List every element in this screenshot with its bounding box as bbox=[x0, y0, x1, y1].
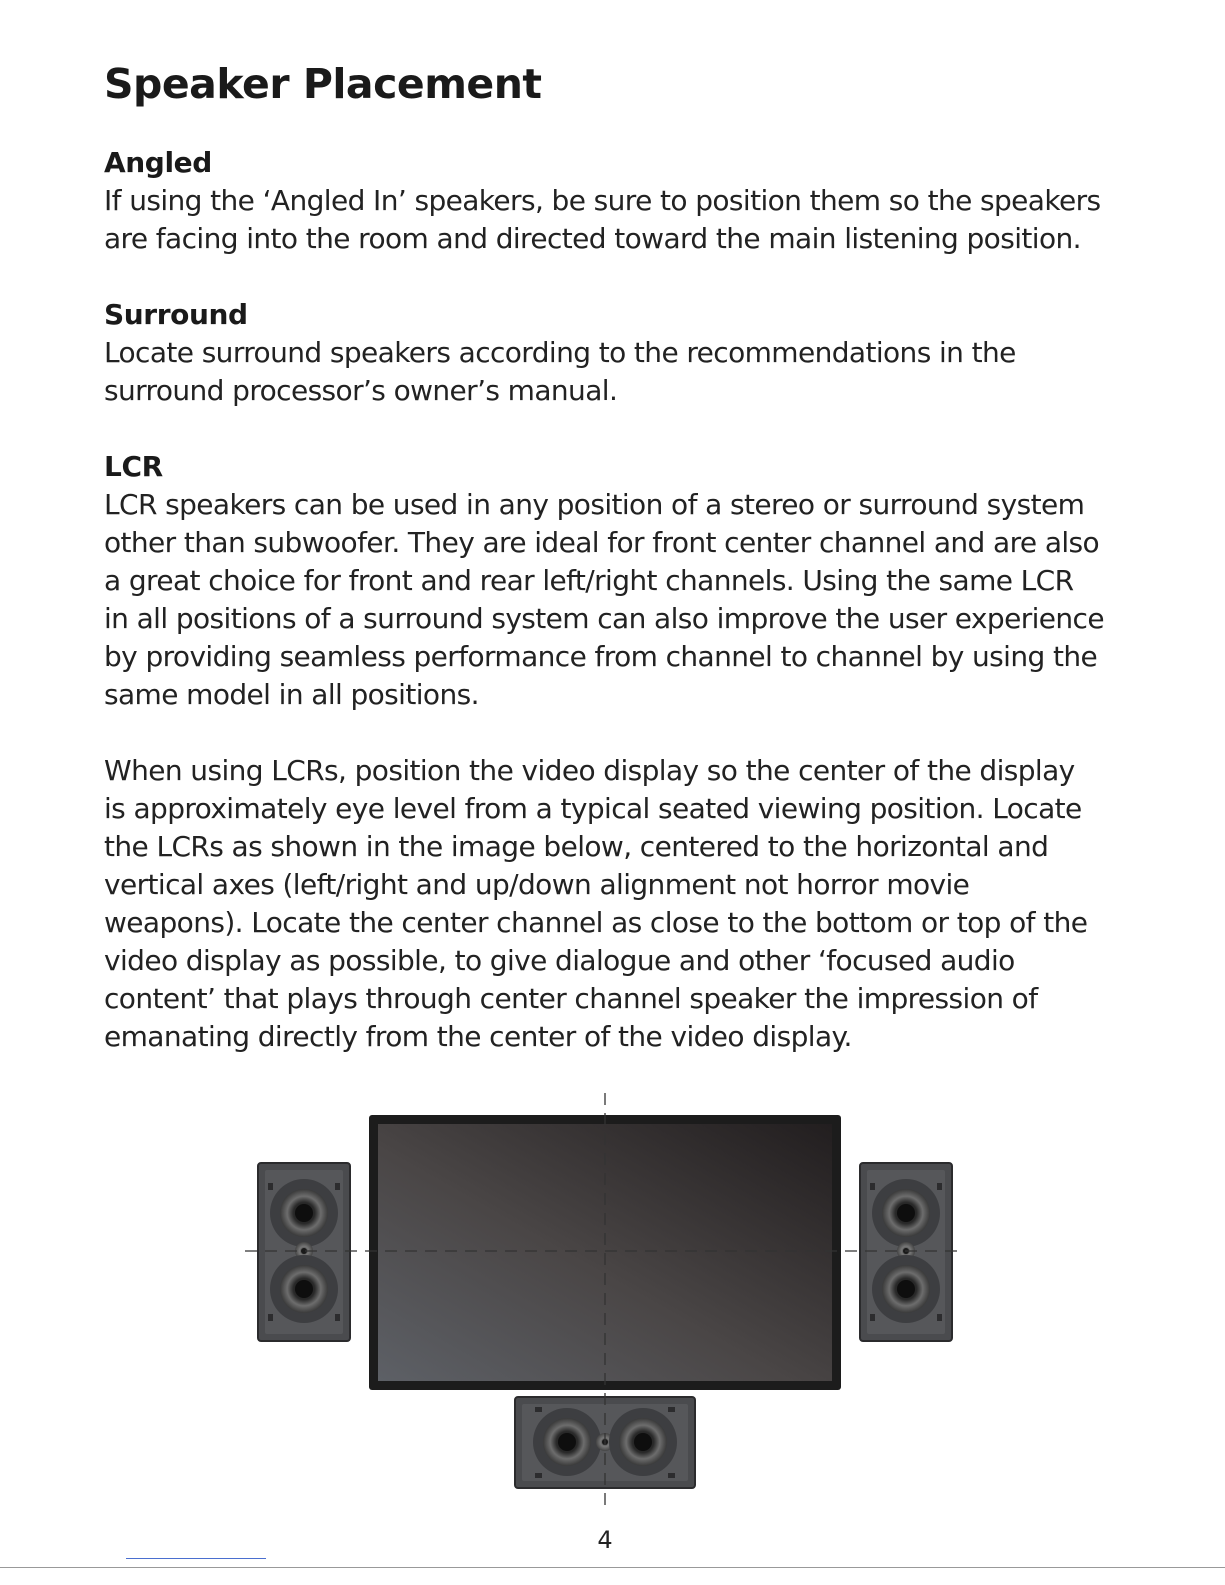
section-body-lcr: LCR speakers can be used in any position of a stereo or surround system other than subwoofer. They are ideal for front center channel and are also a great choice for front and rear left/right channels. Using the same LCR in all positions of a surround system can also improve the user experience by providing seamless performance from channel to channel by using the same model in all positions. bbox=[104, 488, 1104, 711]
footer-link-underline bbox=[126, 1558, 266, 1559]
page-content bbox=[104, 144, 1104, 1094]
lcr-placement-diagram bbox=[0, 1085, 1225, 1525]
section-body-surround: Locate surround speakers according to the recommendations in the surround processor’s owner’s manual. bbox=[104, 336, 1016, 407]
section-body-angled: If using the ‘Angled In’ speakers, be sure to position them so the speakers are facing into the room and directed toward the main listening position. bbox=[104, 184, 1101, 255]
page-number: 4 bbox=[597, 1526, 613, 1554]
section-heading-surround: Surround bbox=[104, 298, 248, 331]
page-bottom-rule bbox=[0, 1567, 1225, 1568]
page-title: Speaker Placement bbox=[104, 60, 542, 108]
section-lcr bbox=[104, 448, 1104, 714]
section-body-lcr-usage: When using LCRs, position the video display so the center of the display is approximately eye level from a typical seated viewing position. Locate the LCRs as shown in the image below, centered to the horizontal and vertical axes (left/right and up/down alignment not horror movie weapons). Locate the center channel as close to the bottom or top of the video display as possible, to give dialogue and other ‘focused audio content’ that plays through center channel speaker the impression of emanating directly from the center of the video display. bbox=[104, 754, 1088, 1053]
section-lcr-usage bbox=[104, 752, 1104, 1056]
section-angled bbox=[104, 144, 1104, 258]
right-speaker bbox=[860, 1163, 952, 1341]
left-speaker bbox=[258, 1163, 350, 1341]
section-surround bbox=[104, 296, 1104, 410]
section-heading-lcr: LCR bbox=[104, 450, 163, 483]
section-heading-angled: Angled bbox=[104, 146, 212, 179]
